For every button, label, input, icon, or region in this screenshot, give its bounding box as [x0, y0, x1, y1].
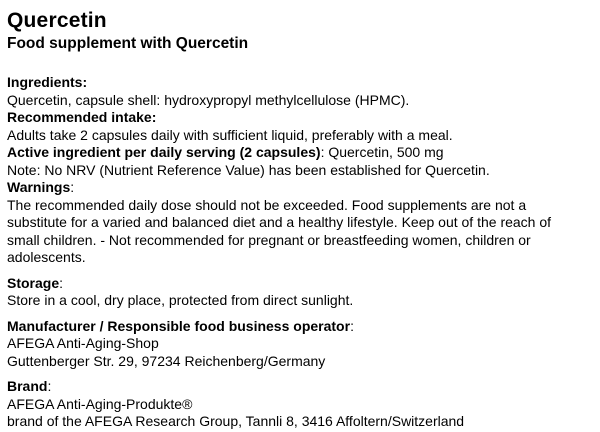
- brand-name: AFEGA Anti-Aging-Produkte®: [7, 395, 193, 412]
- brand-heading: [7, 378, 578, 396]
- manufacturer-heading-text: Manufacturer / Responsible food business operator: [7, 317, 351, 334]
- storage-body: Store in a cool, dry place, protected from direct sunlight.: [7, 292, 354, 308]
- warnings-heading: [7, 179, 578, 197]
- manufacturer-heading-colon: :: [350, 317, 354, 334]
- brand-owner: brand of the AFEGA Research Group, Tannli 8, 3416 Affoltern/Switzerland: [7, 413, 465, 429]
- recommended-intake-heading: Recommended intake:: [7, 109, 157, 125]
- page-subtitle: Food supplement with Quercetin: [7, 35, 249, 52]
- storage-heading-colon: :: [59, 274, 64, 291]
- active-ingredient-line: [7, 144, 578, 162]
- manufacturer-name: AFEGA Anti-Aging-Shop: [7, 335, 159, 351]
- page-title: Quercetin: [7, 9, 107, 32]
- ingredients-heading: Ingredients:: [7, 74, 88, 90]
- active-ingredient-value: : Quercetin, 500 mg: [320, 144, 444, 160]
- brand-heading-text: Brand: [7, 378, 48, 394]
- storage-heading-text: Storage: [7, 274, 60, 291]
- brand-heading-colon: :: [47, 378, 52, 394]
- storage-heading: [7, 275, 578, 293]
- active-ingredient-lead: Active ingredient per daily serving (2 capsules): [7, 144, 321, 160]
- manufacturer-heading: [7, 318, 578, 336]
- manufacturer-address: Guttenberger Str. 29, 97234 Reichenberg/Germany: [7, 352, 326, 369]
- nrv-note: Note: No NRV (Nutrient Reference Value) has been established for Quercetin.: [7, 161, 490, 178]
- warnings-body: The recommended daily dose should not be exceeded. Food supplements are not a substitute for a varied and balanced diet and a healthy lifestyle. Keep out of the reach of small children. - Not recommended for pregnant or breastfeeding women, children or adolescents.: [7, 196, 552, 265]
- recommended-intake-body: Adults take 2 capsules daily with sufficient liquid, preferably with a meal.: [7, 126, 453, 143]
- ingredients-body: Quercetin, capsule shell: hydroxypropyl methylcellulose (HPMC).: [7, 91, 410, 108]
- warnings-heading-text: Warnings: [7, 179, 71, 195]
- warnings-heading-colon: :: [70, 179, 75, 195]
